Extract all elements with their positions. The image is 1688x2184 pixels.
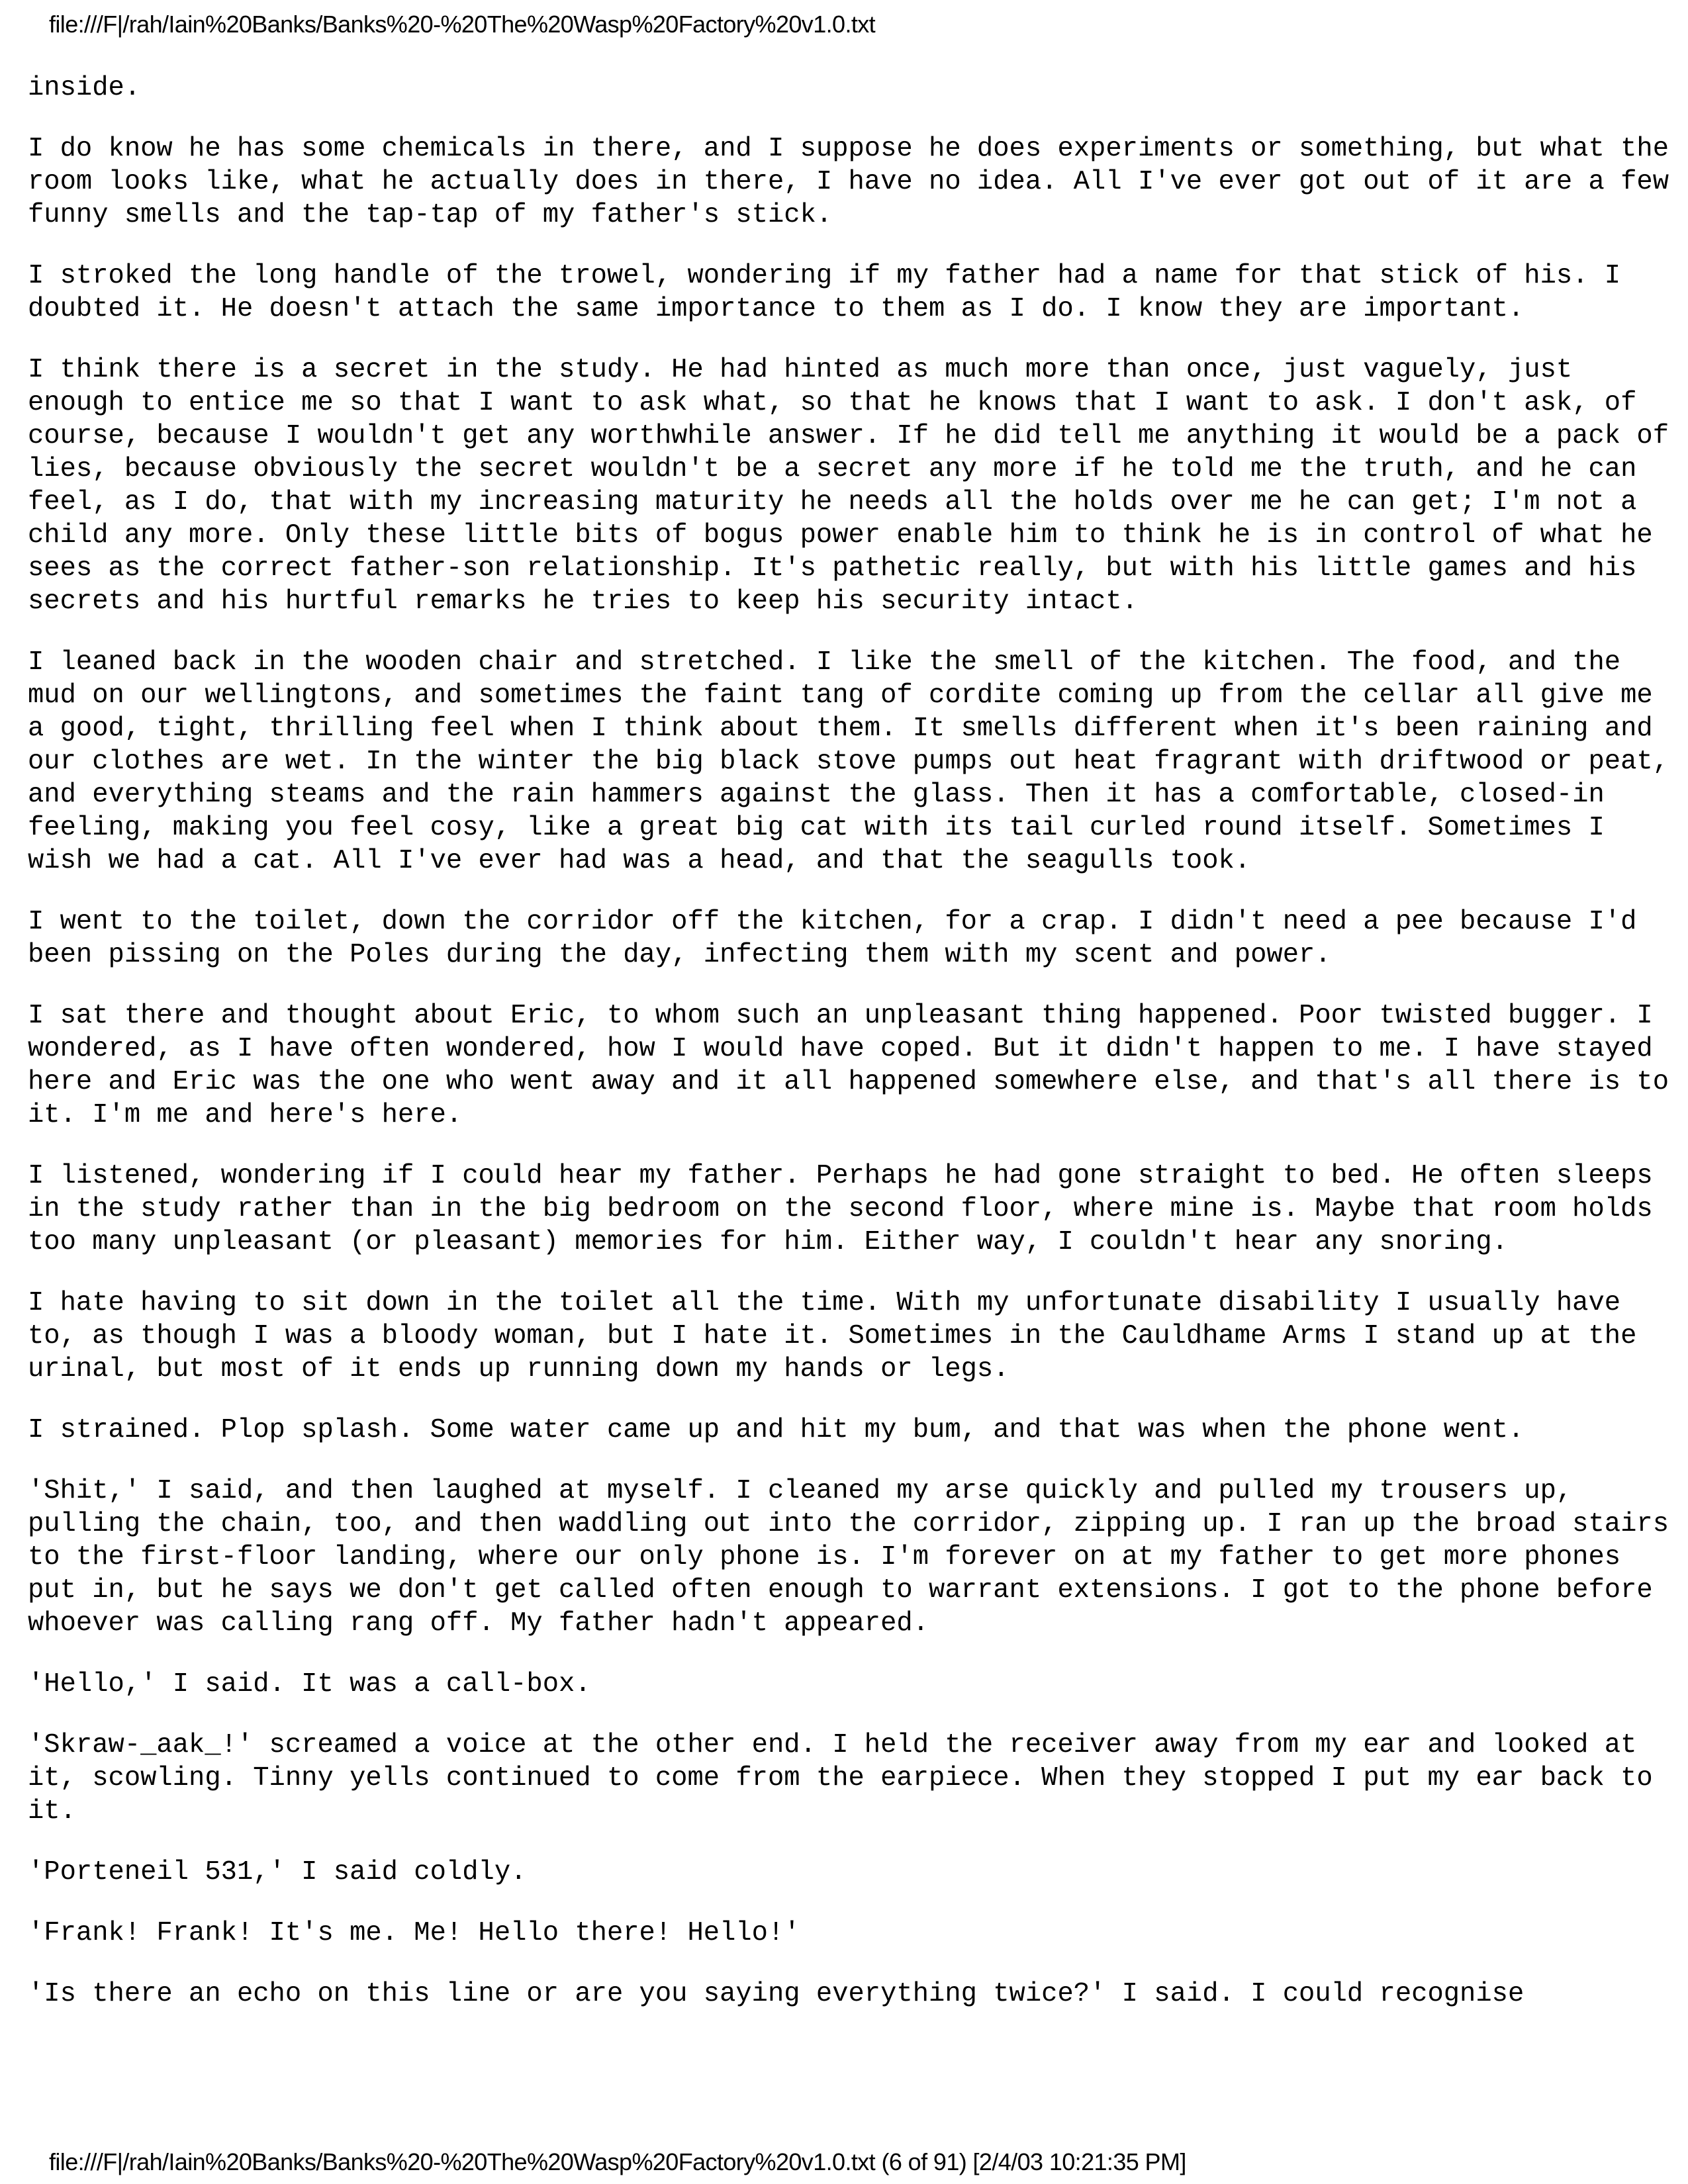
paragraph: I listened, wondering if I could hear my father. Perhaps he had gone straight to bed. He often sleeps in the study rather than in the big bedroom on the second floor, where mine is. Maybe that room holds too many unpleasant (or pleasant) memories for him. Either way, I couldn't hear any snoring. — [28, 1161, 1653, 1257]
paragraph: I hate having to sit down in the toilet all the time. With my unfortunate disability I usually have to, as though I was a bloody woman, but I hate it. Sometimes in the Cauldhame Arms I stand up at the urinal, but most of it ends up running down my hands or legs. — [28, 1288, 1637, 1385]
paragraph: I sat there and thought about Eric, to whom such an unpleasant thing happened. Poor twisted bugger. I wondered, as I have often wondered, how I would have coped. But it didn't happen to me. I have stayed here and Eric was the one who went away and it all happened somewhere else, and that's all there is to it. I'm me and here's here. — [28, 1001, 1669, 1130]
paragraph: I stroked the long handle of the trowel, wondering if my father had a name for that stick of his. I doubted it. He doesn't attach the same importance to them as I do. I know they are important. — [28, 261, 1621, 324]
paragraph: I do know he has some chemicals in there, and I suppose he does experiments or something, but what the room looks like, what he actually does in there, I have no idea. All I've ever got out of it are a few funny smells and the tap-tap of my father's stick. — [28, 134, 1669, 230]
paragraph: I strained. Plop splash. Some water came up and hit my bum, and that was when the phone went. — [28, 1415, 1524, 1445]
paragraph: I leaned back in the wooden chair and stretched. I like the smell of the kitchen. The food, and the mud on our wellingtons, and sometimes the faint tang of cordite coming up from the cellar all give me a good, tight, thrilling feel when I think about them. It smells different when it's been raining and our clothes are wet. In the winter the big black stove pumps out heat fragrant with driftwood or peat, and everything steams and the rain hammers against the glass. Then it has a comfortable, closed-in feeling, making you feel cosy, like a great big cat with its tail curled round itself. Sometimes I wish we had a cat. All I've ever had was a head, and that the seagulls took. — [28, 647, 1669, 876]
page-footer: file:///F|/rah/Iain%20Banks/Banks%20-%20The%20Wasp%20Factory%20v1.0.txt (6 of 91) [2/4/03 10:21:35 PM] — [49, 2148, 1186, 2175]
paragraph: 'Is there an echo on this line or are you saying everything twice?' I said. I could recognise — [28, 1979, 1524, 2009]
page-header-url: file:///F|/rah/Iain%20Banks/Banks%20-%20The%20Wasp%20Factory%20v1.0.txt — [49, 11, 876, 38]
document-body — [28, 71, 1669, 2038]
paragraph: I went to the toilet, down the corridor off the kitchen, for a crap. I didn't need a pee because I'd been pissing on the Poles during the day, infecting them with my scent and power. — [28, 907, 1637, 970]
paragraph: I think there is a secret in the study. He had hinted as much more than once, just vaguely, just enough to entice me so that I want to ask what, so that he knows that I want to ask. I don't ask, of course, because I wouldn't get any worthwhile answer. If he did tell me anything it would be a pack of lies, because obviously the secret wouldn't be a secret any more if he told me the truth, and he can feel, as I do, that with my increasing maturity he needs all the holds over me he can get; I'm not a child any more. Only these little bits of bogus power enable him to think he is in control of what he sees as the correct father-son relationship. It's pathetic really, but with his little games and his secrets and his hurtful remarks he tries to keep his security intact. — [28, 355, 1669, 617]
paragraph: 'Hello,' I said. It was a call-box. — [28, 1669, 591, 1700]
paragraph: inside. — [28, 73, 141, 103]
paragraph: 'Shit,' I said, and then laughed at myself. I cleaned my arse quickly and pulled my trousers up, pulling the chain, too, and then waddling out into the corridor, zipping up. I ran up the broad stairs to the first-floor landing, where our only phone is. I'm forever on at my father to get more phones put in, but he says we don't get called often enough to warrant extensions. I got to the phone before whoever was calling rang off. My father hadn't appeared. — [28, 1476, 1669, 1639]
paragraph: 'Frank! Frank! It's me. Me! Hello there! Hello!' — [28, 1918, 800, 1948]
paragraph: 'Porteneil 531,' I said coldly. — [28, 1857, 527, 1888]
paragraph: 'Skraw-_aak_!' screamed a voice at the other end. I held the receiver away from my ear and looked at it, scowling. Tinny yells continued to come from the earpiece. When they stopped I put my ear back to it. — [28, 1730, 1653, 1827]
